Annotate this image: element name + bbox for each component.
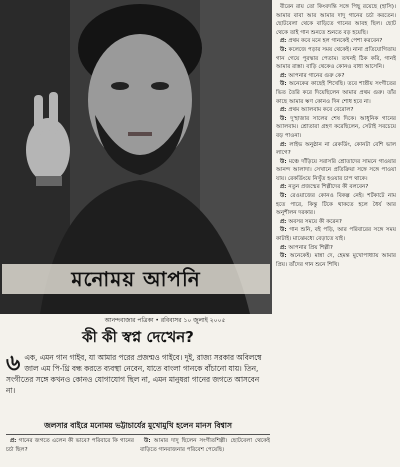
- paragraph: বীরেন রায় তো কিংবদন্তি সঙ্গে পিছু রয়েছে (হাসি)। আমার বাবা আর আমার দাদু গানের চর্চা করতেন। ছোটবেলা থেকে বাড়িতে গানের আবহ ছিল। ছোট থেকে তাই গান শুনতে শুনতে বড় হয়েছি।: [276, 4, 396, 36]
- paragraph: উ: অনেকের কাছেই শিখেছি। তবে শাস্ত্রীয় সংগীতের ভিত তৈরি করে দিয়েছিলেন আমার প্রথম গুরু। তাঁর কাছে আমার ঋণ কোনও দিন শোধ হবে না।: [276, 81, 396, 105]
- paragraph: প্র: আপনার প্রিয় শিল্পী?: [280, 244, 333, 251]
- drop-cap: ৬: [6, 352, 21, 376]
- paragraph: প্র: লাইভ অনুষ্ঠান না রেকর্ডিং, কোনটা বেশি ভাল লাগে?: [276, 141, 396, 157]
- paragraph: প্র: আপনার গানের গুরু কে?: [280, 72, 345, 79]
- paragraph: উ: মঞ্চে দাঁড়িয়ে সরাসরি শ্রোতাদের সামনে গাওয়ার আনন্দ আলাদা। সেখানে প্রতিক্রিয়া সঙ্গে সঙ্গে পাওয়া যায়। রেকর্ডিংয়ে নিখুঁত হওয়ার চাপ থাকে।: [276, 158, 396, 182]
- interview-column-right: [276, 3, 396, 465]
- lead-text: এক, এমন গান গাইব, যা আমার পরের প্রজন্মও গাইবে। দুই, রাজ্য সরকার অবিলম্বে জাল এম পি-থ্রি বন্ধ করতে ব্যবস্থা নেবেন, যাতে বাংলা গানকে বাঁচানো যায়। তিন, সংগীতের সঙ্গে কখনও কোনও যোগাযোগ ছিল না, এমন মানুষরা গানের জগতে আসবেন না।: [6, 353, 262, 395]
- byline: জলসার বাইরে মনোময় ভট্টাচার্যের মুখোমুখি হলেন মানস বিশ্বাস: [44, 421, 232, 430]
- interview-column-bottom-left: [6, 437, 134, 465]
- paragraph: উ: আমার দাদু ছিলেন সংগীতশিল্পী। ছোটবেলা থেকেই বাড়িতে গানবাজনার পরিবেশ পেয়েছি।: [140, 438, 270, 453]
- banner-title: মনোময় আপনি: [71, 267, 201, 291]
- paragraph: উ: গান শুনি, বই পড়ি, আর পরিবারের সঙ্গে সময় কাটাই। মাঝেমধ্যে বেড়াতে যাই।: [276, 227, 396, 243]
- paragraph: উ: রেওয়াজের কোনও বিকল্প নেই। শর্টকাটে নাম হতে পারে, কিন্তু টিকে থাকতে হলে ধৈর্য আর অনুশীলন দরকার।: [276, 193, 396, 217]
- paragraph: প্র: প্রথম অ্যালবাম কবে বেরোল?: [280, 107, 354, 114]
- headline: কী কী স্বপ্ন দেখেন?: [82, 328, 194, 346]
- dateline: আনন্দবাজার পত্রিকা • রবিবাসর ১০ জুলাই ২০০৫: [104, 317, 226, 324]
- divider: [6, 434, 270, 435]
- paragraph: প্র: অবসর সময়ে কী করেন?: [280, 218, 342, 225]
- paragraph: উ: অনেকেই। মান্না দে, হেমন্ত মুখোপাধ্যায় আমার প্রিয়। তাঁদের গান শুনে শিখি।: [276, 253, 396, 268]
- paragraph: প্র: প্রথম কবে মনে হল গানকেই পেশা করবেন?: [280, 38, 383, 45]
- paragraph: প্র: গানের জগতে এলেন কী ভাবে? পরিবারে কি গানের চর্চা ছিল?: [6, 438, 134, 453]
- paragraph: উ: দু'হাজার সালের শেষ দিকে। আধুনিক গানের অ্যালবাম। শ্রোতারা গ্রহণ করেছিলেন, সেটাই সবচেয়ে বড় পাওনা।: [276, 115, 396, 139]
- paragraph: উ: কলেজে পড়ার সময় থেকেই। নানা প্রতিযোগিতায় গান গেয়ে পুরস্কার পেতাম। তখনই ঠিক করি, গানই আমার রাস্তা। বাড়ি থেকেও কোনও বাধা আসেনি।: [276, 46, 396, 71]
- portrait-photo: [0, 0, 272, 314]
- paragraph: প্র: নতুন প্রজন্মের শিল্পীদের কী বলবেন?: [280, 184, 369, 191]
- title-banner: [2, 264, 270, 294]
- interview-column-bottom-middle: [140, 437, 270, 465]
- lead-paragraph: [6, 352, 270, 416]
